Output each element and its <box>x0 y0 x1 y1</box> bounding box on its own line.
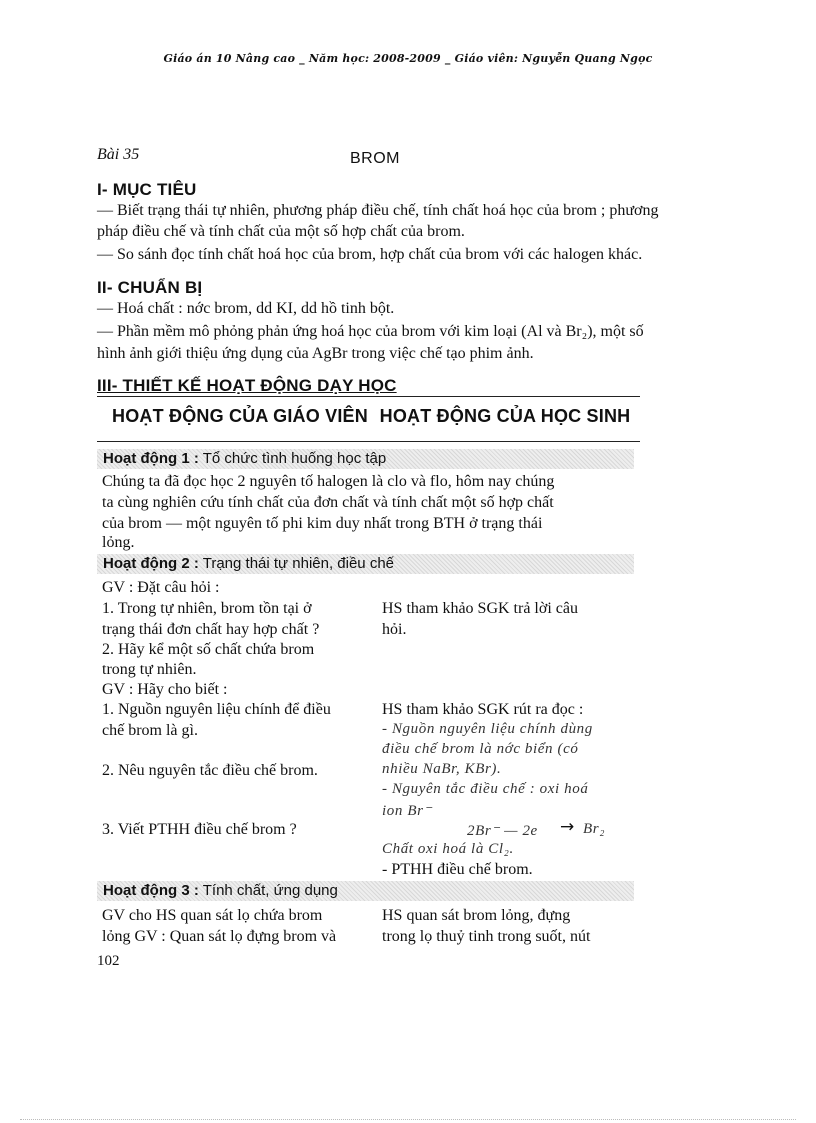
act2-ans-1-b: điều chế brom là nớc biển (có <box>382 741 579 757</box>
act2-q1-a: 1. Trong tự nhiên, brom tồn tại ở <box>102 600 312 617</box>
act3-hs-a: HS quan sát brom lỏng, đựng <box>382 907 571 924</box>
act2-ans-4: - PTHH điều chế brom. <box>382 861 533 878</box>
act2-equation-lhs: 2Br⁻ — 2e <box>467 823 538 839</box>
activity-1-label: Hoạt động 1 : <box>103 450 199 467</box>
act2-q2-a: 2. Hãy kể một số chất chứa brom <box>102 641 315 658</box>
act2-q2-b: trong tự nhiên. <box>102 661 197 678</box>
act2-q5: 3. Viết PTHH điều chế brom ? <box>102 821 297 838</box>
act2-q3-b: chế brom là gì. <box>102 722 198 739</box>
act2-ans-2-b: ion Br⁻ <box>382 803 433 819</box>
activity-2-name: Trạng thái tự nhiên, điều chế <box>202 555 395 572</box>
activity-3-band <box>97 881 634 901</box>
act2-gv-2: GV : Hãy cho biết : <box>102 681 228 698</box>
sec2-line-3: hình ảnh giới thiệu ứng dụng của AgBr trong việc chế tạo phim ảnh. <box>97 345 534 362</box>
activity-1-band <box>97 449 634 469</box>
page-header: Giáo án 10 Nâng cao _ Năm học: 2008-2009 _ Giáo viên: Nguyễn Quang Ngọc <box>163 52 653 65</box>
sec1-line-1: — Biết trạng thái tự nhiên, phương pháp điều chế, tính chất hoá học của brom ; phương <box>97 202 659 219</box>
lesson-title: BROM <box>350 150 400 167</box>
sec2-line-2: — Phần mềm mô phỏng phản ứng hoá học của brom với kim loại (Al và Br₂), một số <box>97 323 644 340</box>
act2-ans-2-a: - Nguyên tắc điều chế : oxi hoá <box>382 781 589 797</box>
act2-ans-1-a: - Nguồn nguyên liệu chính dùng <box>382 721 593 737</box>
act2-q1-b: trạng thái đơn chất hay hợp chất ? <box>102 621 320 638</box>
activity-2-band <box>97 554 634 574</box>
act3-gv-b: lỏng GV : Quan sát lọ đựng brom và <box>102 928 337 945</box>
section-1-title: I- MỤC TIÊU <box>97 180 197 199</box>
activity-2-label: Hoạt động 2 : <box>103 555 199 572</box>
act2-hs-1-b: hỏi. <box>382 621 407 638</box>
table-head-rule <box>97 441 640 442</box>
act3-hs-b: trong lọ thuỷ tinh trong suốt, nút <box>382 928 591 945</box>
activity-3-name: Tính chất, ứng dụng <box>202 882 338 899</box>
act1-line-3: của brom — một nguyên tố phi kim duy nhất trong BTH ở trạng thái <box>102 515 543 532</box>
col-head-student: HOẠT ĐỘNG CỦA HỌC SINH <box>379 406 631 426</box>
act3-gv-a: GV cho HS quan sát lọ chứa brom <box>102 907 323 924</box>
sec2-line-1: — Hoá chất : nớc brom, dd KI, dd hồ tinh bột. <box>97 300 395 317</box>
sec1-line-3: — So sánh đọc tính chất hoá học của brom, hợp chất của brom với các halogen khác. <box>97 246 643 263</box>
page-number: 102 <box>97 953 120 969</box>
page-bottom-divider <box>20 1119 796 1120</box>
act2-hs-2: HS tham khảo SGK rút ra đọc : <box>382 701 584 718</box>
act2-equation-rhs: Br₂ <box>583 821 606 837</box>
act2-q4: 2. Nêu nguyên tắc điều chế brom. <box>102 762 318 779</box>
sec1-line-2: pháp điều chế và tính chất của một số hợp chất của brom. <box>97 223 465 240</box>
section-3-rule <box>97 396 640 397</box>
act2-ans-1-c: nhiều NaBr, KBr). <box>382 761 502 777</box>
section-3-title: III- THIẾT KẾ HOẠT ĐỘNG DẠY HỌC <box>97 376 397 395</box>
act2-q3-a: 1. Nguồn nguyên liệu chính để điều <box>102 701 331 718</box>
activity-1-name: Tổ chức tình huống học tập <box>202 450 387 467</box>
lesson-label: Bài 35 <box>97 146 140 163</box>
act2-hs-1-a: HS tham khảo SGK trả lời câu <box>382 600 578 617</box>
col-head-teacher: HOẠT ĐỘNG CỦA GIÁO VIÊN <box>112 406 368 426</box>
act2-ans-3: Chất oxi hoá là Cl₂. <box>382 841 514 857</box>
activity-3-label: Hoạt động 3 : <box>103 882 199 899</box>
act1-line-2: ta cùng nghiên cứu tính chất của đơn chất và tính chất một số hợp chất <box>102 494 554 511</box>
act2-gv-1: GV : Đặt câu hỏi : <box>102 579 220 596</box>
act1-line-1: Chúng ta đã đọc học 2 nguyên tố halogen là clo và flo, hôm nay chúng <box>102 473 555 490</box>
section-2-title: II- CHUẨN BỊ <box>97 278 203 297</box>
act1-line-4: lỏng. <box>102 534 135 551</box>
reaction-arrow-icon: → <box>560 817 575 837</box>
